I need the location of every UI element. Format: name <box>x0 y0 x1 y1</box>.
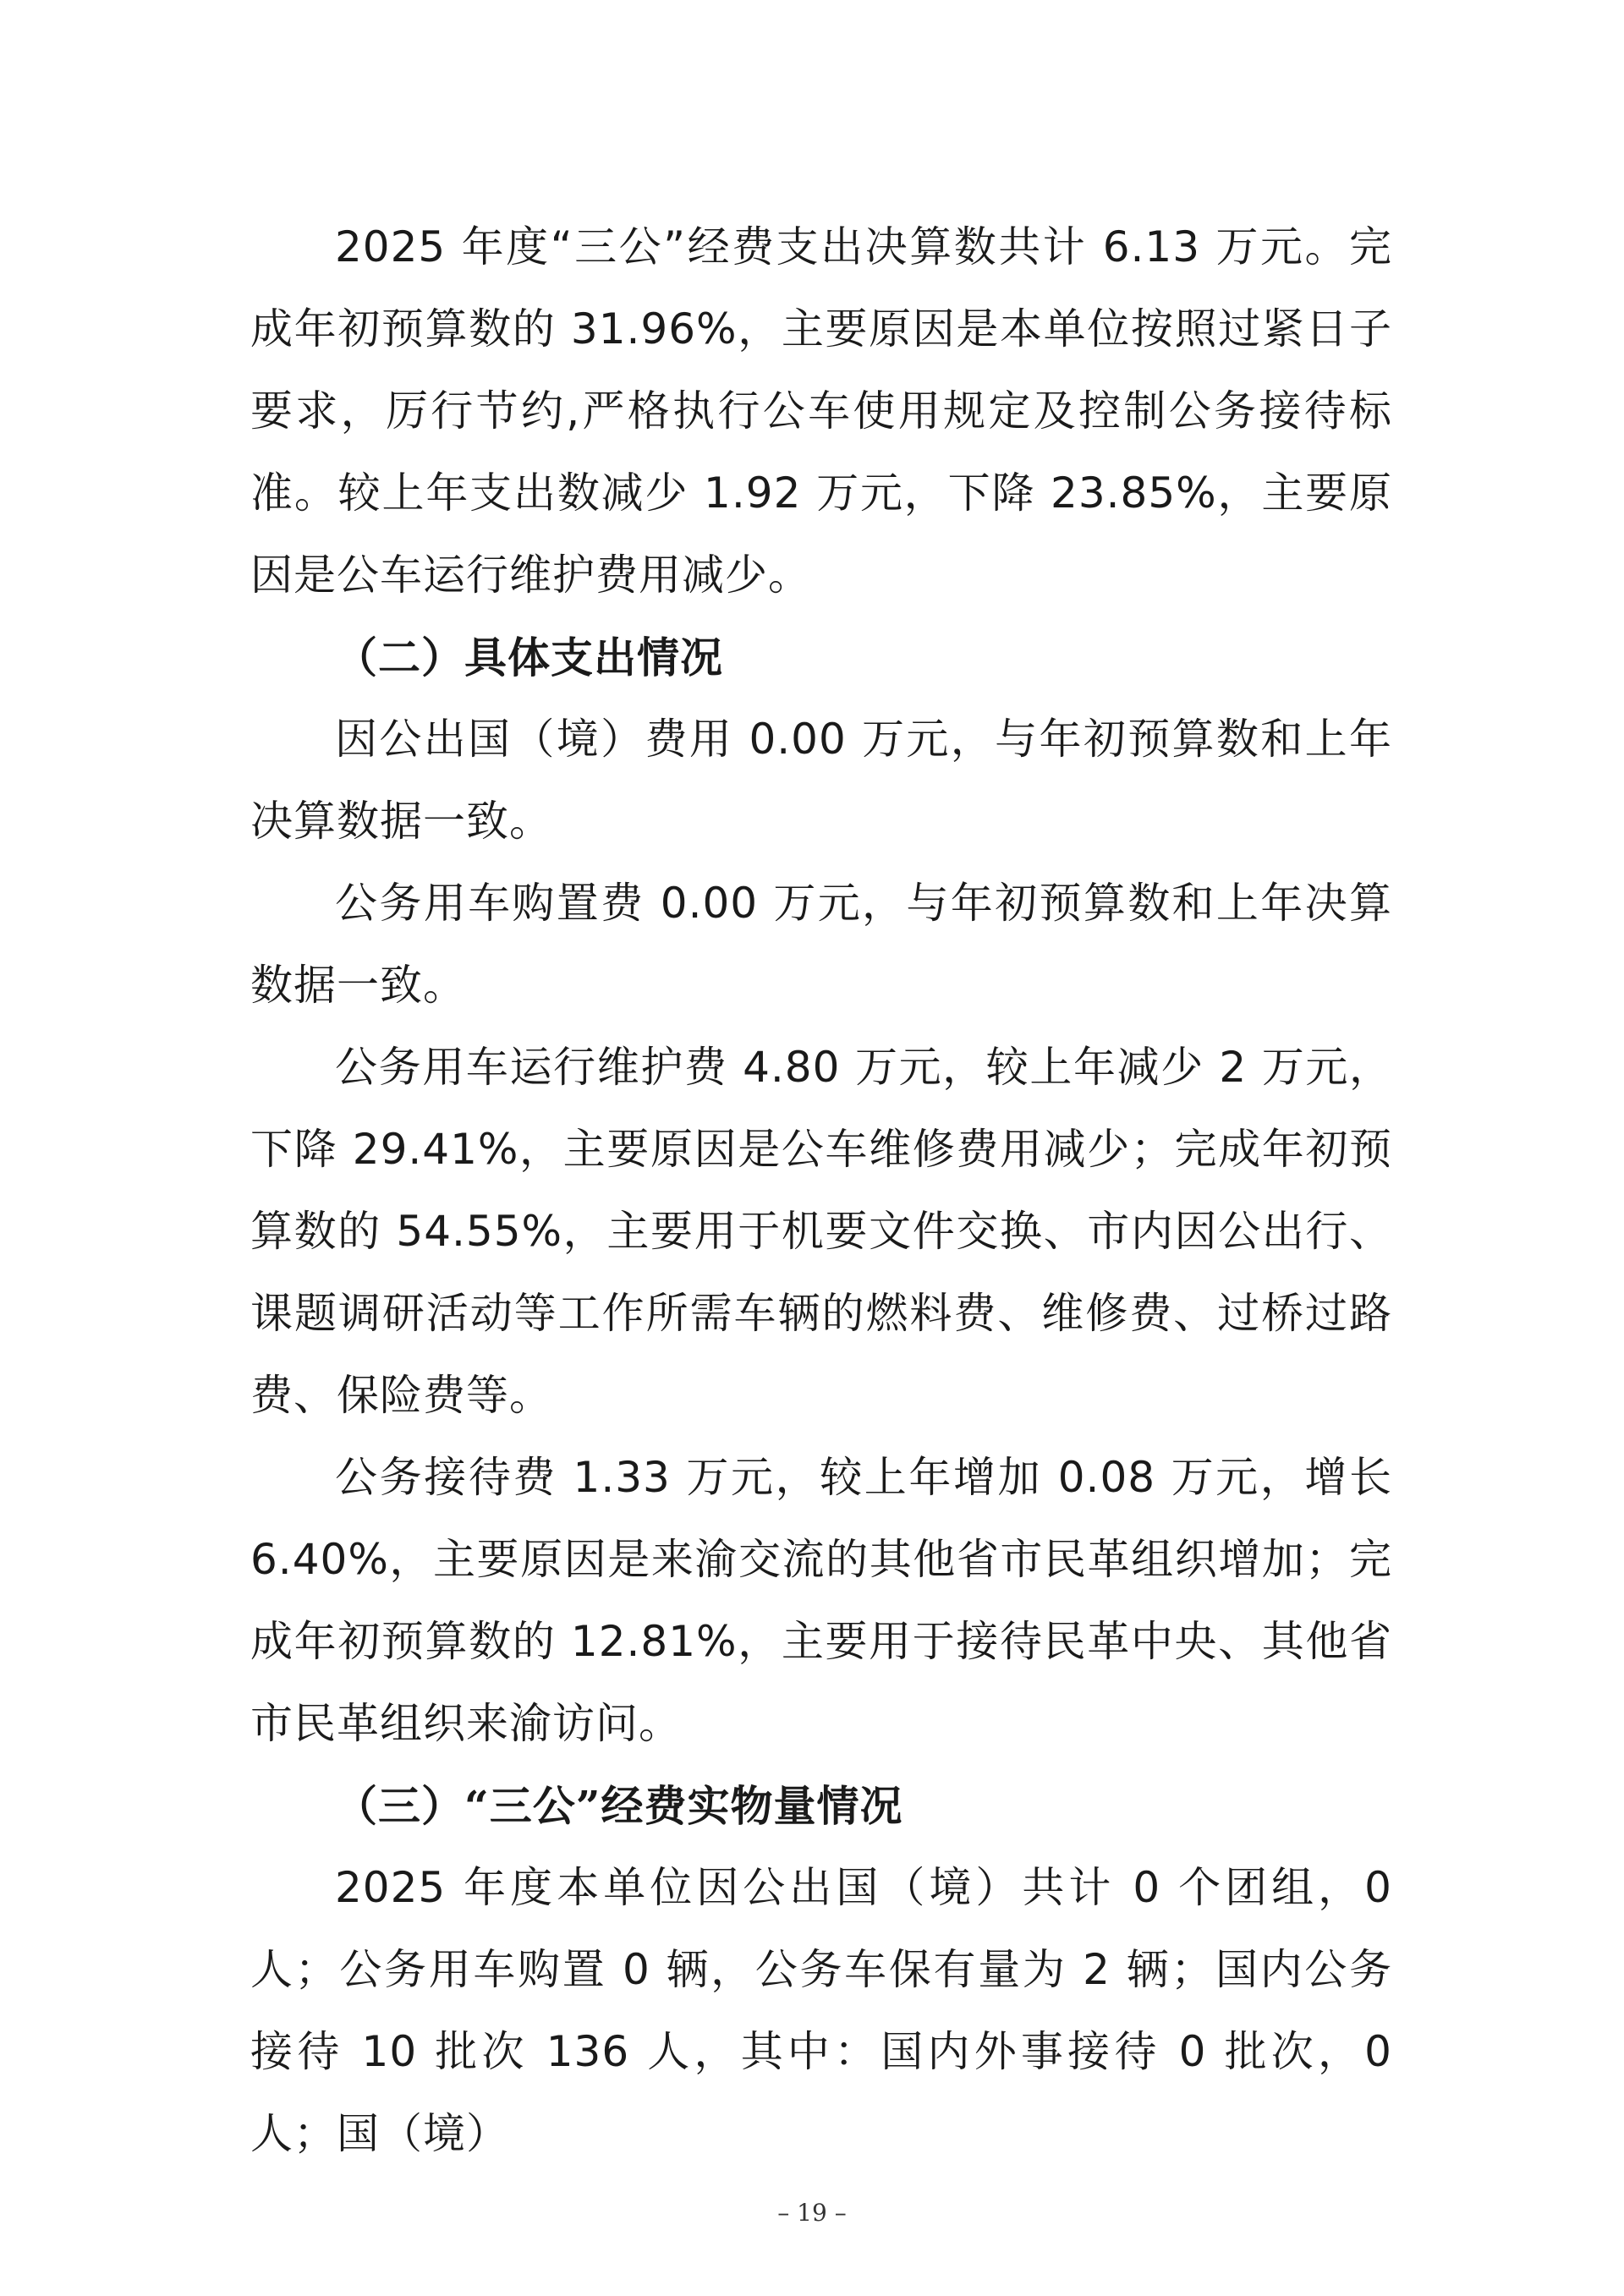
paragraph-vehicle-purchase: 公务用车购置费 0.00 万元，与年初预算数和上年决算数据一致。 <box>250 879 1392 1010</box>
paragraph-official-reception: 公务接待费 1.33 万元，较上年增加 0.08 万元，增长 6.40%，主要原因是来渝交流的其他省市民革组织增加；完成年初预算数的 12.81%，主要用于接待民革中央、其他省市民革组织来渝访问。 <box>250 1453 1392 1748</box>
paragraph-total-expenditure: 2025 年度“三公”经费支出决算数共计 6.13 万元。完成年初预算数的 31.96%，主要原因是本单位按照过紧日子要求，厉行节约,严格执行公车使用规定及控制公务接待标准。较上年支出数减少 1.92 万元，下降 23.85%，主要原因是公车运行维护费用减少。 <box>250 222 1392 600</box>
paragraph-overseas-travel: 因公出国（境）费用 0.00 万元，与年初预算数和上年决算数据一致。 <box>250 715 1392 846</box>
document-body <box>250 206 1392 2175</box>
paragraph-vehicle-maintenance: 公务用车运行维护费 4.80 万元，较上年减少 2 万元，下降 29.41%，主要原因是公车维修费用减少；完成年初预算数的 54.55%，主要用于机要文件交换、市内因公出行、课题调研活动等工作所需车辆的燃料费、维修费、过桥过路费、保险费等。 <box>250 1043 1392 1420</box>
paragraph-physical-quantity: 2025 年度本单位因公出国（境）共计 0 个团组，0 人；公务用车购置 0 辆，公务车保有量为 2 辆；国内公务接待 10 批次 136 人，其中：国内外事接待 0 批次，0 人；国（境） <box>250 1863 1392 2158</box>
heading-specific-expenditure: （二）具体支出情况 <box>335 633 723 682</box>
heading-physical-quantity: （三）“三公”经费实物量情况 <box>335 1781 903 1831</box>
page-number: – 19 – <box>777 2199 847 2227</box>
